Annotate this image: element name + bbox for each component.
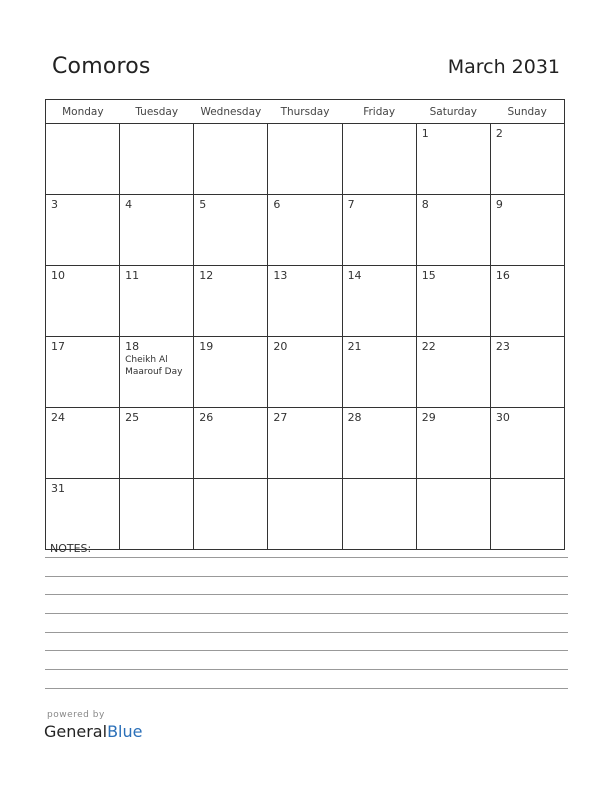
day-cell bbox=[120, 408, 194, 479]
day-cell bbox=[46, 266, 120, 337]
week-row bbox=[46, 337, 565, 408]
weekday-monday: Monday bbox=[46, 100, 120, 124]
week-row bbox=[46, 124, 565, 195]
day-number: 31 bbox=[51, 482, 65, 495]
note-line bbox=[45, 688, 568, 689]
day-number: 12 bbox=[199, 269, 214, 282]
weekday-saturday: Saturday bbox=[416, 100, 490, 124]
day-number: 10 bbox=[51, 269, 65, 282]
day-cell bbox=[416, 408, 490, 479]
day-cell bbox=[268, 479, 342, 550]
day-number: 17 bbox=[51, 340, 65, 353]
day-number: 29 bbox=[421, 411, 436, 424]
day-cell bbox=[268, 124, 342, 195]
week-row bbox=[46, 266, 565, 337]
day-cell bbox=[268, 266, 342, 337]
holiday-label: Cheikh Al Maarouf Day bbox=[125, 355, 183, 377]
day-cell bbox=[120, 124, 194, 195]
day-number: 9 bbox=[495, 198, 503, 211]
weekday-header-row bbox=[46, 100, 565, 124]
day-number: 1 bbox=[421, 127, 429, 140]
day-cell bbox=[46, 408, 120, 479]
note-line bbox=[45, 594, 568, 595]
day-cell bbox=[342, 408, 416, 479]
day-cell bbox=[342, 479, 416, 550]
week-row bbox=[46, 408, 565, 479]
brand-logo bbox=[44, 722, 142, 741]
day-cell bbox=[342, 124, 416, 195]
day-cell bbox=[416, 266, 490, 337]
day-cell bbox=[416, 124, 490, 195]
day-number: 3 bbox=[51, 198, 58, 211]
powered-by-text: powered by bbox=[47, 710, 105, 720]
day-cell bbox=[194, 408, 268, 479]
day-cell bbox=[342, 266, 416, 337]
day-number: 21 bbox=[347, 340, 362, 353]
weekday-wednesday: Wednesday bbox=[194, 100, 268, 124]
note-line bbox=[45, 632, 568, 633]
day-cell bbox=[194, 266, 268, 337]
day-number: 7 bbox=[347, 198, 355, 211]
day-cell bbox=[490, 124, 564, 195]
day-number: 8 bbox=[421, 198, 429, 211]
note-line bbox=[45, 576, 568, 577]
day-cell bbox=[268, 195, 342, 266]
country-title: Comoros bbox=[52, 54, 151, 79]
day-cell bbox=[342, 337, 416, 408]
weekday-sunday: Sunday bbox=[490, 100, 564, 124]
day-cell bbox=[46, 124, 120, 195]
day-number: 5 bbox=[199, 198, 207, 211]
day-number: 30 bbox=[495, 411, 510, 424]
day-cell bbox=[194, 337, 268, 408]
week-row bbox=[46, 479, 565, 550]
notes-label: NOTES: bbox=[50, 542, 92, 555]
day-cell bbox=[268, 337, 342, 408]
day-number: 2 bbox=[495, 127, 503, 140]
day-number: 16 bbox=[495, 269, 510, 282]
day-number: 28 bbox=[347, 411, 362, 424]
day-number: 6 bbox=[273, 198, 281, 211]
calendar-grid bbox=[45, 99, 565, 550]
day-cell bbox=[268, 408, 342, 479]
day-cell bbox=[120, 266, 194, 337]
day-cell bbox=[490, 337, 564, 408]
day-cell bbox=[490, 479, 564, 550]
day-cell bbox=[490, 408, 564, 479]
day-cell bbox=[46, 337, 120, 408]
day-cell bbox=[416, 195, 490, 266]
day-number: 24 bbox=[51, 411, 65, 424]
day-number: 25 bbox=[125, 411, 140, 424]
day-cell bbox=[416, 337, 490, 408]
day-number: 14 bbox=[347, 269, 362, 282]
weekday-thursday: Thursday bbox=[268, 100, 342, 124]
weekday-friday: Friday bbox=[342, 100, 416, 124]
day-number: 27 bbox=[273, 411, 288, 424]
weekday-tuesday: Tuesday bbox=[120, 100, 194, 124]
day-number: 11 bbox=[125, 269, 140, 282]
day-cell bbox=[46, 195, 120, 266]
day-cell bbox=[194, 479, 268, 550]
day-cell bbox=[46, 479, 120, 550]
day-cell bbox=[120, 337, 194, 408]
day-number: 18 bbox=[125, 340, 140, 353]
note-line bbox=[45, 613, 568, 614]
day-number: 23 bbox=[495, 340, 510, 353]
day-cell bbox=[194, 195, 268, 266]
brand-general: General bbox=[44, 722, 108, 741]
brand-blue: Blue bbox=[107, 722, 143, 741]
note-line bbox=[45, 557, 568, 558]
day-number: 13 bbox=[273, 269, 288, 282]
day-number: 4 bbox=[125, 198, 133, 211]
day-cell bbox=[490, 266, 564, 337]
month-title: March 2031 bbox=[447, 56, 560, 78]
note-line bbox=[45, 650, 568, 651]
week-row bbox=[46, 195, 565, 266]
day-cell bbox=[194, 124, 268, 195]
day-cell bbox=[120, 195, 194, 266]
day-number: 20 bbox=[273, 340, 288, 353]
day-cell bbox=[490, 195, 564, 266]
day-cell bbox=[342, 195, 416, 266]
day-cell bbox=[120, 479, 194, 550]
day-number: 26 bbox=[199, 411, 214, 424]
note-line bbox=[45, 669, 568, 670]
day-cell bbox=[416, 479, 490, 550]
day-number: 19 bbox=[199, 340, 214, 353]
day-number: 22 bbox=[421, 340, 436, 353]
day-number: 15 bbox=[421, 269, 436, 282]
